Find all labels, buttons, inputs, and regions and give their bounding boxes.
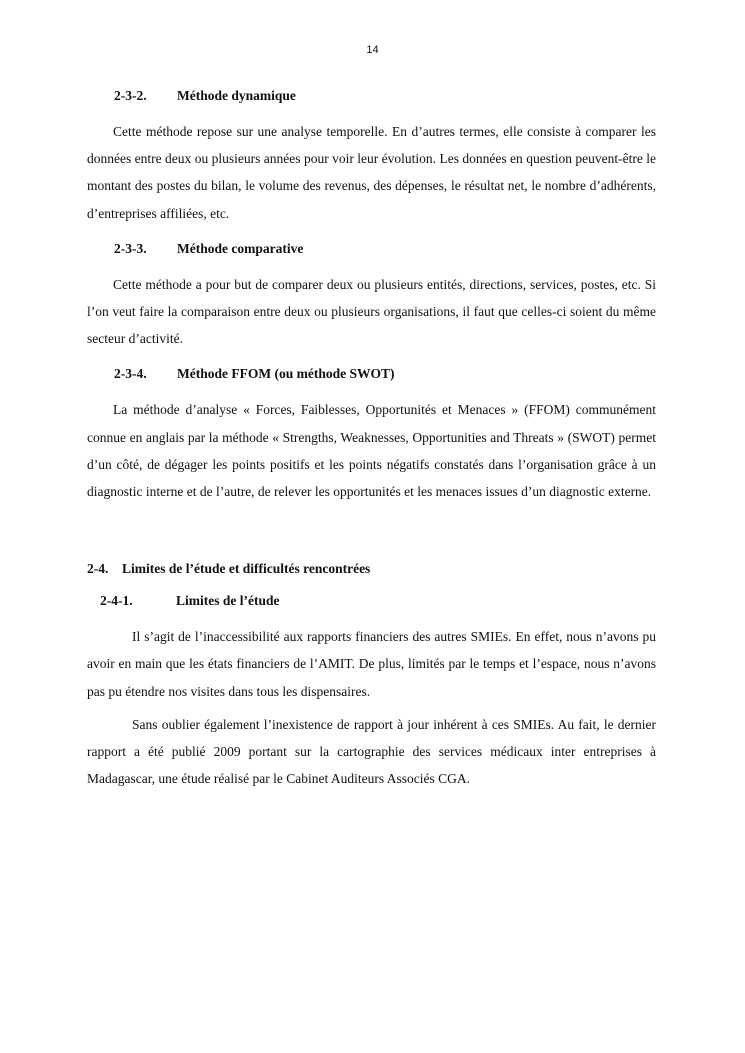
section-heading-2-4-1	[87, 591, 656, 611]
paragraph: Cette méthode a pour but de comparer deux ou plusieurs entités, directions, services, postes, etc. Si l’on veut faire la comparaison entre deux ou plusieurs organisations, il faut que celles-ci soient du même secteur d’activité.	[87, 276, 656, 347]
section-number: 2-4-1.	[100, 593, 133, 609]
section-title: Limites de l’étude	[176, 593, 280, 609]
section-heading-2-3-4	[87, 364, 656, 384]
section-heading-2-4	[87, 559, 656, 579]
section-number: 2-3-4.	[114, 366, 147, 382]
section-title: Méthode FFOM (ou méthode SWOT)	[177, 366, 395, 382]
section-title: Limites de l’étude et difficultés rencontrées	[122, 561, 371, 577]
paragraph: Sans oublier également l’inexistence de rapport à jour inhérent à ces SMIEs. Au fait, le dernier rapport a été publié 2009 portant sur la cartographie des services médicaux inter entreprises à Madagascar, une étude réalisé par le Cabinet Auditeurs Associés CGA.	[87, 716, 656, 787]
section-heading-2-3-3	[87, 239, 656, 259]
section-heading-2-3-2	[87, 86, 656, 106]
section-number: 2-4.	[87, 561, 109, 577]
paragraph: La méthode d’analyse « Forces, Faiblesses, Opportunités et Menaces » (FFOM) communément connue en anglais par la méthode « Strengths, Weaknesses, Opportunities and Threats » (SWOT) permet d’un côté, de dégager les points positifs et les points négatifs constatés dans l’organisation grâce à un diagnostic interne et de l’autre, de relever les opportunités et les menaces issues d’un diagnostic externe.	[87, 402, 656, 500]
page-number: 14	[366, 44, 379, 56]
section-number: 2-3-2.	[114, 88, 147, 103]
section-title: Méthode dynamique	[177, 88, 296, 103]
paragraph: Cette méthode repose sur une analyse temporelle. En d’autres termes, elle consiste à comparer les données entre deux ou plusieurs années pour voir leur évolution. Les données en question peuvent-être le montant des postes du bilan, le volume des revenus, des dépenses, le résultat net, le nombre d’adhérents, d’entreprises affiliées, etc.	[87, 124, 656, 221]
document-body	[87, 86, 656, 792]
paragraph: Il s’agit de l’inaccessibilité aux rapports financiers des autres SMIEs. En effet, nous n’avons pu avoir en main que les états financiers de l’AMIT. De plus, limités par le temps et l’espace, nous n’avons pas pu étendre nos visites dans tous les dispensaires.	[87, 629, 656, 699]
section-number: 2-3-3.	[114, 240, 147, 256]
section-title: Méthode comparative	[177, 240, 304, 256]
